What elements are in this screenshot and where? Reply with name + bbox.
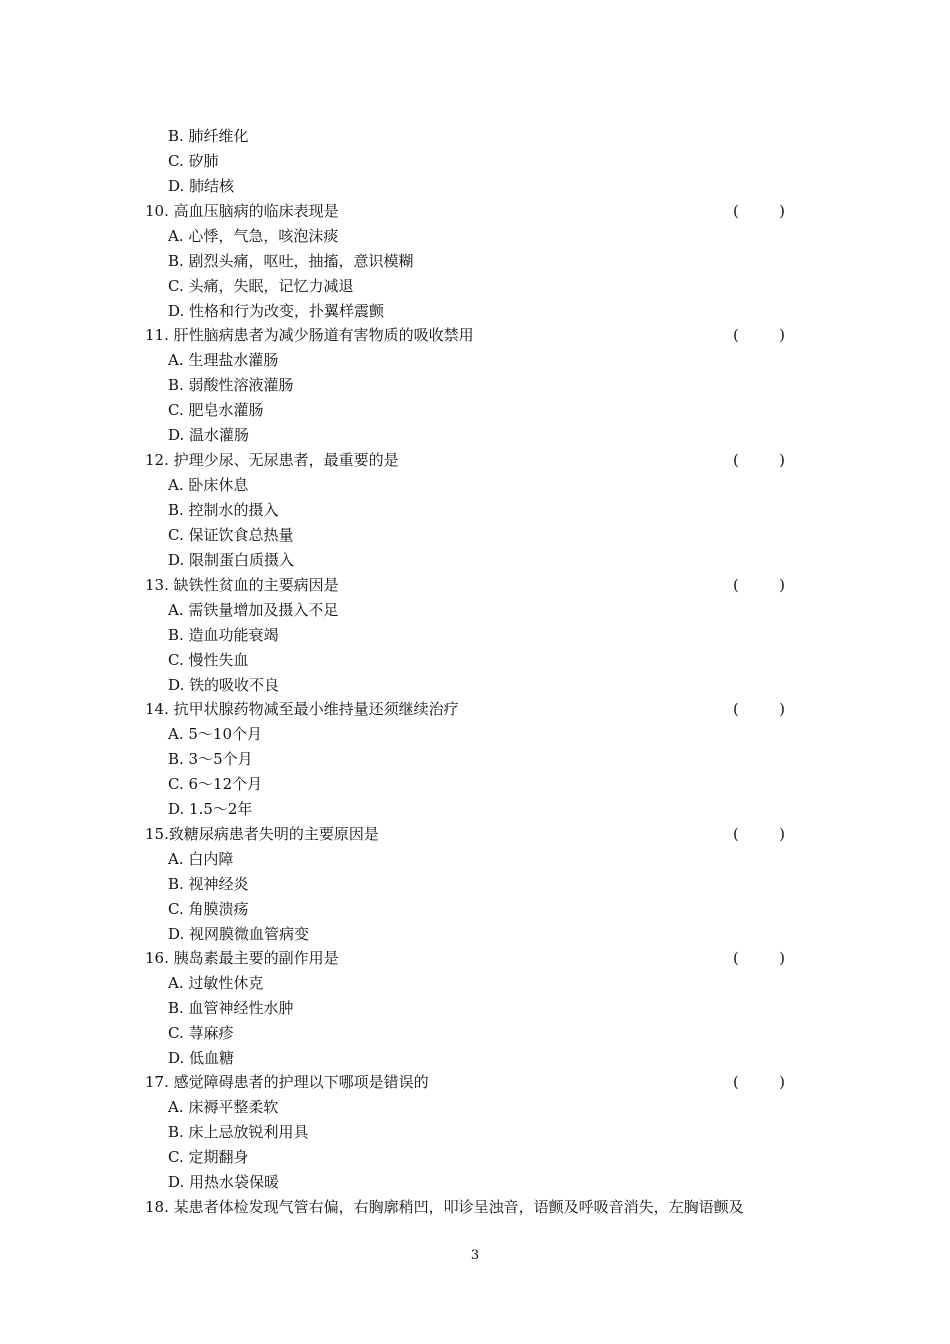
option-line: A. 心悸，气急，咳泡沫痰	[168, 227, 339, 245]
question-stem: 15.致糖尿病患者失明的主要原因是	[145, 825, 379, 843]
option-line: B. 弱酸性溶液灌肠	[168, 376, 294, 394]
option-line: B. 血管神经性水肿	[168, 999, 294, 1017]
question-stem: 16. 胰岛素最主要的副作用是	[145, 949, 339, 967]
option-line: B. 剧烈头痛，呕吐，抽搐，意识模糊	[168, 252, 414, 270]
option-line: A. 卧床休息	[168, 476, 249, 494]
option-line: C. 慢性失血	[168, 651, 249, 669]
option-line: D. 铁的吸收不良	[168, 676, 280, 694]
option-line: A. 白内障	[168, 850, 234, 868]
question-stem: 13. 缺铁性贫血的主要病因是	[145, 576, 339, 594]
option-line: B. 控制水的摄入	[168, 501, 279, 519]
question-stem: 10. 高血压脑病的临床表现是	[145, 202, 339, 220]
question-stem: 14. 抗甲状腺药物减至最小维持量还须继续治疗	[145, 700, 459, 718]
option-line: C. 头痛，失眠，记忆力减退	[168, 277, 354, 295]
option-line: D. 1.5～2年	[168, 800, 253, 818]
question-stem: 11. 肝性脑病患者为减少肠道有害物质的吸收禁用	[145, 326, 474, 344]
option-line: C. 荨麻疹	[168, 1024, 234, 1042]
option-line: A. 5～10个月	[168, 725, 262, 743]
option-line: B. 视神经炎	[168, 875, 249, 893]
option-line: A. 生理盐水灌肠	[168, 351, 279, 369]
question-stem: 12. 护理少尿、无尿患者，最重要的是	[145, 451, 399, 469]
option-line: B. 3～5个月	[168, 750, 253, 768]
option-line: D. 低血糖	[168, 1049, 235, 1067]
option-line: A. 需铁量增加及摄入不足	[168, 601, 339, 619]
answer-parentheses: ( )	[733, 326, 785, 344]
answer-parentheses: ( )	[733, 202, 785, 220]
answer-parentheses: ( )	[733, 949, 785, 967]
option-line: B. 造血功能衰竭	[168, 626, 279, 644]
question-stem: 18. 某患者体检发现气管右偏，右胸廓稍凹，叩诊呈浊音，语颤及呼吸音消失，左胸语颤及	[145, 1198, 744, 1216]
question-stem: 17. 感觉障碍患者的护理以下哪项是错误的	[145, 1073, 429, 1091]
answer-parentheses: ( )	[733, 451, 785, 469]
option-line: D. 温水灌肠	[168, 426, 250, 444]
answer-parentheses: ( )	[733, 825, 785, 843]
answer-parentheses: ( )	[733, 1073, 785, 1091]
option-line: C. 角膜溃疡	[168, 900, 249, 918]
option-line: B. 肺纤维化	[168, 127, 249, 145]
option-line: C. 6～12个月	[168, 775, 263, 793]
answer-parentheses: ( )	[733, 700, 785, 718]
answer-parentheses: ( )	[733, 576, 785, 594]
page-number: 3	[470, 1248, 480, 1263]
option-line: A. 床褥平整柔软	[168, 1098, 279, 1116]
option-line: D. 性格和行为改变，扑翼样震颤	[168, 302, 385, 320]
option-line: C. 肥皂水灌肠	[168, 401, 264, 419]
option-line: C. 保证饮食总热量	[168, 526, 294, 544]
option-line: C. 矽肺	[168, 152, 219, 170]
option-line: B. 床上忌放锐利用具	[168, 1123, 309, 1141]
option-line: A. 过敏性休克	[168, 974, 264, 992]
option-line: D. 限制蛋白质摄入	[168, 551, 295, 569]
option-line: D. 视网膜微血管病变	[168, 925, 310, 943]
option-line: D. 用热水袋保暖	[168, 1173, 280, 1191]
option-line: C. 定期翻身	[168, 1148, 249, 1166]
option-line: D. 肺结核	[168, 177, 235, 195]
